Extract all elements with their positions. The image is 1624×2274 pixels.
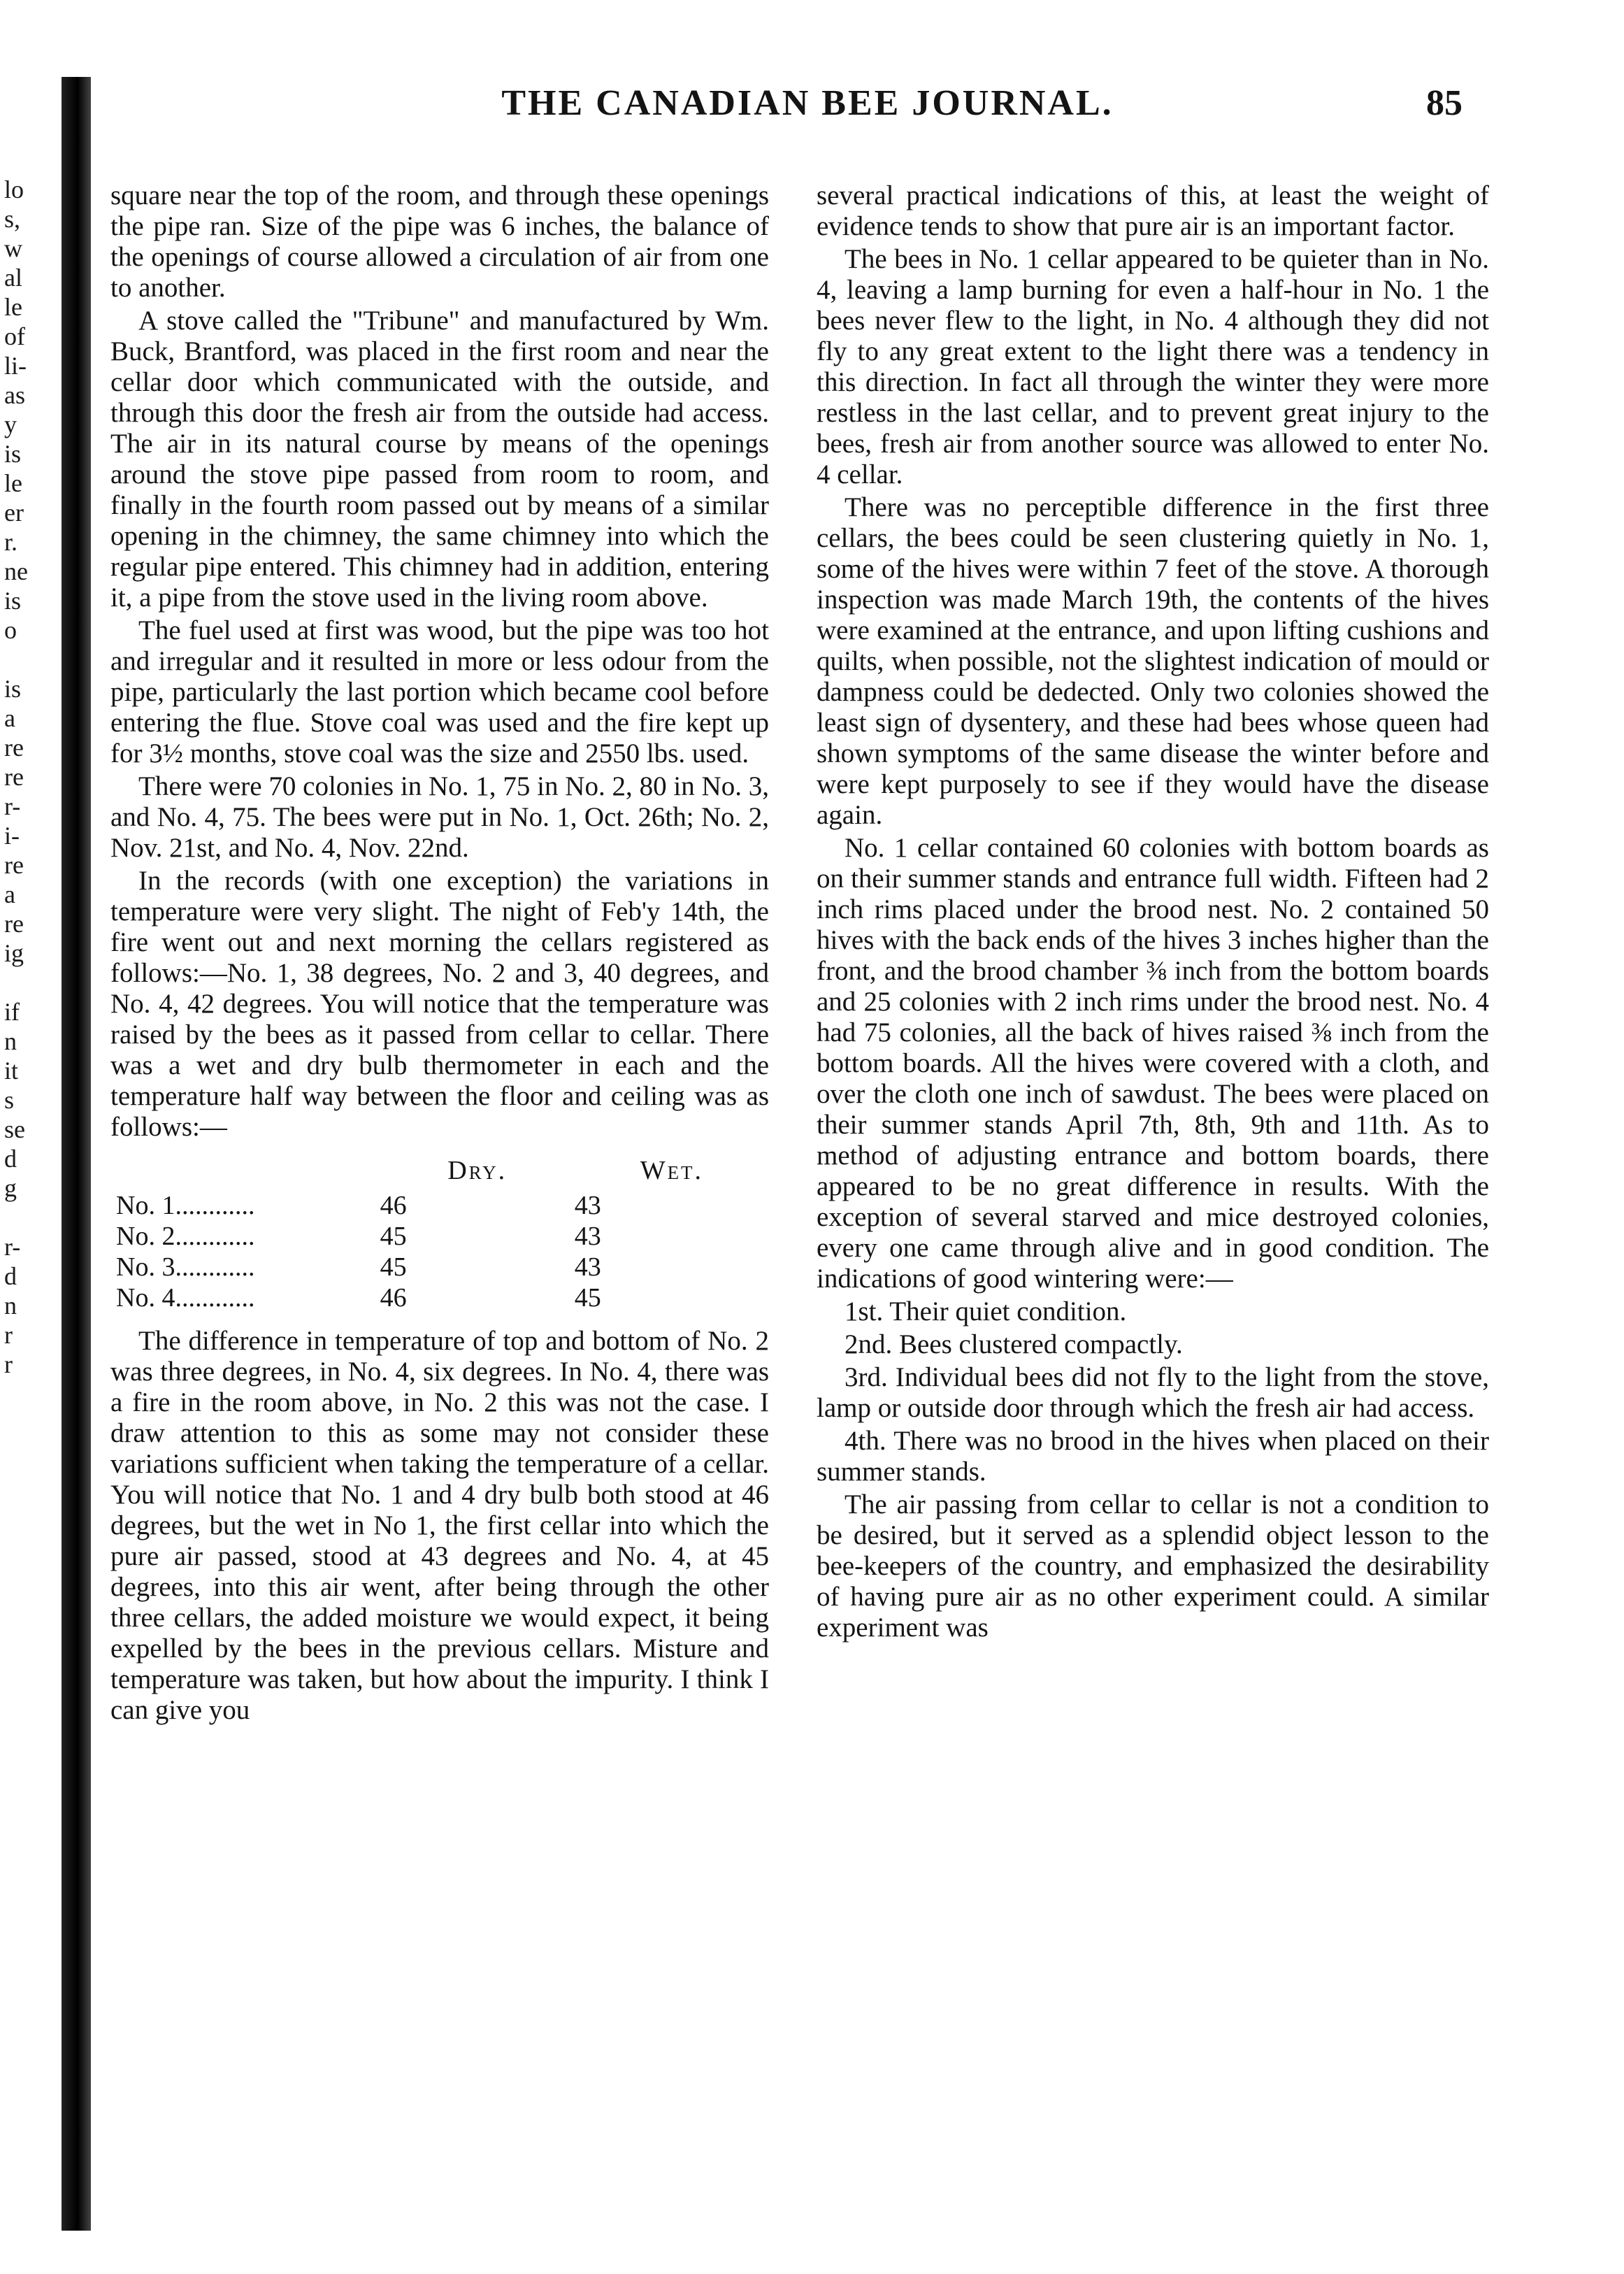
margin-fragment: r- (4, 792, 21, 820)
binding-shadow (62, 77, 91, 2231)
list-item: 3rd. Individual bees did not fly to the light from the stove, lamp or outside door through which the fresh air had access. (817, 1362, 1489, 1423)
margin-fragment: as (4, 381, 25, 409)
dry-value: 45 (380, 1222, 407, 1251)
margin-fragment: s, (4, 205, 21, 233)
paragraph: There was no perceptible difference in the first three cellars, the bees could be seen clustering quietly in No. 1, some of the hives were within 7 feet of the stove. A thorough inspection was made March 19th, the contents of the hives were examined at the entrance, and upon lifting cushions and quilts, when possible, not the slightest indication of mould or dampness could be dedected. Only two colonies showed the least sign of dysentery, and these had bees whose queen had shown symptoms of the same disease the winter before and were kept purposely to see if they would have the disease again. (817, 492, 1489, 830)
margin-fragment: of (4, 322, 25, 350)
table-header-dry: Dry. (447, 1156, 508, 1185)
list-item: 1st. Their quiet condition. (845, 1296, 1127, 1326)
paragraph: A stove called the "Tribune" and manufactured by Wm. Buck, Brantford, was placed in the first room and near the cellar door which communicated with the outside, and through this door the fresh air from the outside had access. The air in its natural course by means of the openings around the stove pipe passed from room to room, and finally in the fourth room passed out by means of a similar opening in the chimney, the same chimney into which the regular pipe entered. This chimney had in addition, entering it, a pipe from the stove used in the living room above. (110, 306, 769, 613)
wet-value: 43 (574, 1252, 601, 1282)
table-row (116, 1221, 769, 1252)
wet-value: 45 (574, 1283, 601, 1313)
margin-fragment: is (4, 440, 22, 468)
row-label: No. 3............ (116, 1252, 255, 1282)
table-header-wet: Wet. (640, 1156, 704, 1185)
margin-fragment: re (4, 851, 24, 879)
margin-fragment: it (4, 1057, 19, 1085)
paragraph: several practical indications of this, at least the weight of evidence tends to show that pure air is an important factor. (817, 180, 1489, 241)
dry-value: 46 (380, 1283, 407, 1313)
margin-fragment: d (4, 1145, 17, 1173)
margin-fragment: se (4, 1115, 25, 1143)
margin-fragment: re (4, 734, 24, 761)
left-column (110, 180, 769, 1728)
list-item: 4th. There was no brood in the hives when placed on their summer stands. (817, 1426, 1489, 1487)
margin-fragment: lo (4, 176, 24, 203)
margin-fragment: w (4, 234, 22, 262)
paragraph: The bees in No. 1 cellar appeared to be quieter than in No. 4, leaving a lamp burning for even a half-hour in No. 1 the bees never flew to the light, in No. 4 although they did not fly to any great extent to the light there was a tendency in this direction. In fact all through the winter they were more restless in the last cellar, and to prevent great injury to the bees, fresh air from another source was allowed to enter No. 4 cellar. (817, 244, 1489, 489)
wet-value: 43 (574, 1191, 601, 1220)
margin-fragment: g (4, 1174, 17, 1202)
margin-fragment: n (4, 1292, 17, 1320)
margin-fragment (4, 645, 53, 674)
dry-value: 45 (380, 1252, 407, 1282)
margin-fragment: le (4, 293, 22, 321)
margin-fragment: ig (4, 939, 24, 967)
margin-fragment: n (4, 1027, 17, 1055)
dry-value: 46 (380, 1191, 407, 1220)
table-header-blank (116, 1155, 380, 1190)
margin-fragment: ne (4, 557, 28, 585)
table-row (116, 1190, 769, 1221)
wet-value: 43 (574, 1222, 601, 1251)
margin-fragment: le (4, 469, 22, 497)
margin-fragment (4, 1203, 53, 1232)
margin-fragment: r (4, 1350, 13, 1378)
table-row (116, 1252, 769, 1282)
running-title: THE CANADIAN BEE JOURNAL. (501, 83, 1114, 123)
table-row (116, 1282, 769, 1313)
paragraph: There were 70 colonies in No. 1, 75 in No. 2, 80 in No. 3, and No. 4, 75. The bees were put in No. 1, Oct. 26th; No. 2, Nov. 21st, and No. 4, Nov. 22nd. (110, 771, 769, 863)
row-label: No. 1............ (116, 1191, 255, 1220)
margin-fragment: r. (4, 528, 18, 556)
margin-fragment: li- (4, 352, 27, 380)
margin-fragment: is (4, 587, 22, 615)
margin-fragment: re (4, 910, 24, 938)
row-label: No. 4............ (116, 1283, 255, 1313)
paragraph: The difference in temperature of top and bottom of No. 2 was three degrees, in No. 4, six degrees. In No. 4, there was a fire in the room above, in No. 2 this was not the case. I draw attention to this as some may not consider these variations sufficient when taking the temperature of a cellar. You will notice that No. 1 and 4 dry bulb both stood at 46 degrees, but the wet in No 1, the first cellar into which the pure air passed, stood at 43 degrees and No. 4, at 45 degrees, into this air went, after being through the other three cellars, the added moisture we would expect, it being expelled by the bees in the previous cellars. Misture and temperature was taken, but how about the impurity. I think I can give you (110, 1326, 769, 1725)
margin-fragment: er (4, 499, 24, 527)
margin-fragment: d (4, 1262, 17, 1290)
margin-fragment: re (4, 763, 24, 791)
margin-fragment: if (4, 998, 20, 1026)
margin-fragment: o (4, 616, 17, 644)
paragraph: The air passing from cellar to cellar is not a condition to be desired, but it served as a splendid object lesson to the bee-keepers of the country, and emphasized the desirability of having pure air as no other experiment could. A similar experiment was (817, 1489, 1489, 1643)
margin-fragment: y (4, 410, 17, 438)
temperature-table (116, 1155, 769, 1313)
margin-fragment: i- (4, 822, 20, 850)
margin-fragment: r (4, 1321, 13, 1349)
margin-fragment (4, 968, 53, 997)
list-item: 2nd. Bees clustered compactly. (845, 1329, 1183, 1359)
page-number: 85 (1426, 83, 1463, 123)
paragraph: No. 1 cellar contained 60 colonies with bottom boards as on their summer stands and entrance full width. Fifteen had 2 inch rims placed under the brood nest. No. 2 contained 50 hives with the back ends of the hives 3 inches higher than the front, and the brood chamber ⅜ inch from the bottom boards and 25 colonies with 2 inch rims under the brood nest. No. 4 had 75 colonies, all the back of hives raised ⅜ inch from the bottom boards. All the hives were covered with a cloth, and over the cloth one inch of sawdust. The bees were placed on their summer stands April 7th, 8th, 9th and 11th. As to method of adjusting entrance and bottom boards, there appeared to be no great difference in results. With the exception of several starved and mice destroyed colonies, every one came through alive and in good condition. The indications of good wintering were:— (817, 833, 1489, 1294)
margin-fragment: r- (4, 1233, 21, 1261)
margin-fragment: a (4, 880, 15, 908)
row-label: No. 2............ (116, 1222, 255, 1251)
margin-fragment: s (4, 1086, 15, 1114)
paragraph: The fuel used at first was wood, but the pipe was too hot and irregular and it resulted in more or less odour from the pipe, particularly the last portion which became cool before entering the flue. Stove coal was used and the fire kept up for 3½ months, stove coal was the size and 2550 lbs. used. (110, 615, 769, 768)
margin-fragment: a (4, 704, 15, 732)
margin-fragment: al (4, 264, 22, 292)
paragraph: In the records (with one exception) the variations in temperature were very slight. The night of Feb'y 14th, the fire went out and next morning the cellars registered as follows:—No. 1, 38 degrees, No. 2 and 3, 40 degrees, and No. 4, 42 degrees. You will notice that the temperature was raised by the bees as it passed from cellar to cellar. There was a wet and dry bulb thermometer in each and the temperature half way between the floor and ceiling was as follows:— (110, 866, 769, 1142)
right-column (817, 180, 1489, 1645)
previous-page-margin-fragments (4, 175, 53, 1379)
page-header (0, 83, 1624, 138)
paragraph: square near the top of the room, and through these openings the pipe ran. Size of the pipe was 6 inches, the balance of the openings of course allowed a circulation of air from one to another. (110, 180, 769, 303)
margin-fragment: is (4, 675, 22, 703)
